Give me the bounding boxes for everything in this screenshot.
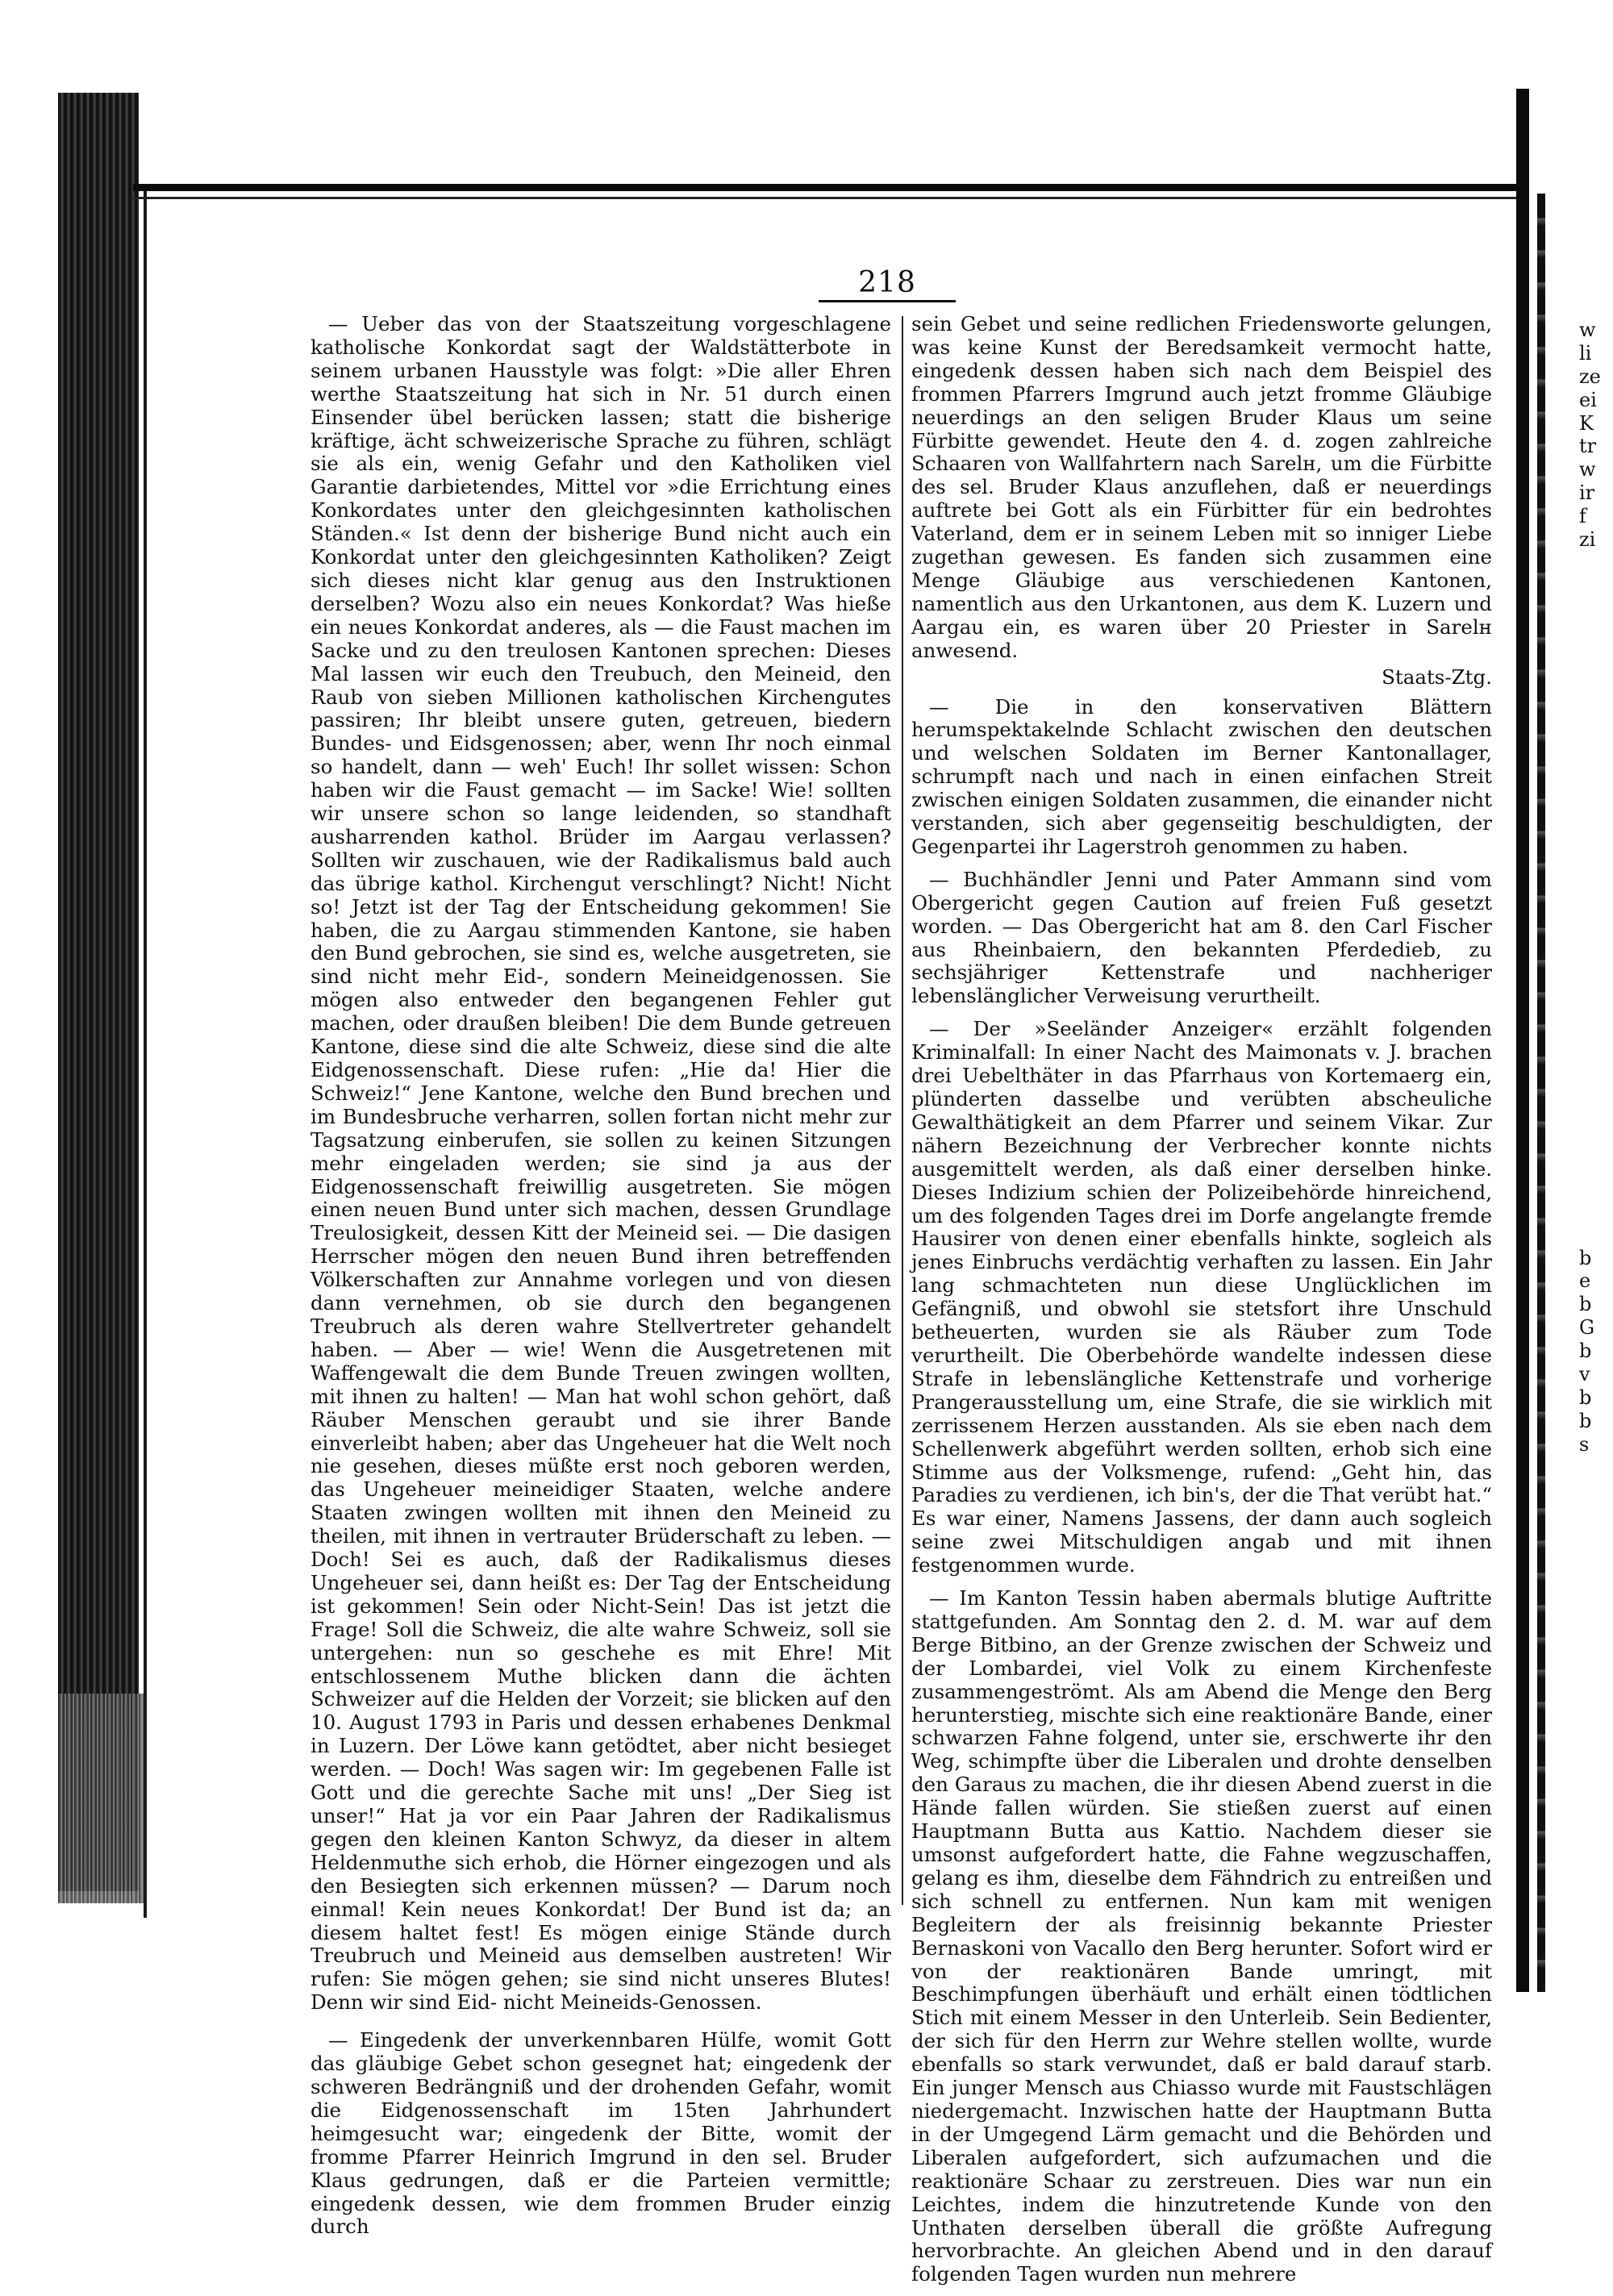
next-page-fragment: e: [1579, 1269, 1591, 1293]
next-page-fragment: b: [1579, 1340, 1592, 1363]
next-page-fragment: [1579, 1200, 1613, 1223]
scan-left-binding-edge: [58, 93, 139, 1891]
scan-page-edge-line: [144, 184, 147, 1918]
next-page-fragment: li: [1579, 341, 1592, 365]
next-page-fragment: ze: [1579, 365, 1601, 388]
article-paragraph: — Eingedenk der unverkennbaren Hülfe, womit Gott das gläubige Gebet schon gesegnet hat; eingedenk der schweren Bedrängniß und der drohenden Gefahr, womit die Eidgenossenschaft im 15ten Jahrhundert heimgesucht war; eingedenk der Bitte, womit der fromme Pfarrer Heinrich Imgrund in den sel. Bruder Klaus gedrungen, daß er die Parteien vermittle; eingedenk dessen, wie dem frommen Bruder einzig durch: [311, 2028, 891, 2239]
article-paragraph: sein Gebet und seine redlichen Friedensworte gelungen, was keine Kunst der Beredsamkeit vermocht hatte, eingedenk dessen haben sich nach dem Beispiel des frommen Pfarrers Imgrund auch jetzt fromme Gläubige neuerdings an den seligen Bruder Klaus um seine Fürbitte gewendet. Heute den 4. d. zogen zahlreiche Schaaren von Wallfahrtern nach Sarelн, um die Fürbitte des sel. Bruder Klaus anzuflehen, daß er neuerdings auftrete bei Gott als ein Fürbitter für ein bedrohtes Vaterland, dem er in seinem Leben mit so inniger Liebe zugethan gewesen. Es fanden sich zusammen eine Menge Gläubige aus verschiedenen Kantonen, namentlich aus den Urkantonen, aus dem K. Luzern und Aargau ein, es waren über 20 Priester in Sarelн anwesend.: [911, 312, 1492, 662]
next-page-fragment: f: [1579, 505, 1586, 528]
scan-left-binding-edge-lower: [58, 1694, 147, 1903]
source-signature: Staats-Ztg.: [1382, 665, 1492, 689]
scan-top-edge-thin: [133, 197, 1528, 199]
next-page-fragment: v: [1579, 1363, 1590, 1386]
article-paragraph: — Im Kanton Tessin haben abermals blutige Auftritte stattgefunden. Am Sonntag den 2. d. M. war auf dem Berge Bitbino, an der Grenze zwischen der Schweiz und der Lombardei, viel Volk zu einem Kirchenfeste zusammengeströmt. Als am Abend die Menge den Berg herunterstieg, mischte sich eine reaktionäre Bande, einer schwarzen Fahne folgend, unter sie, erschwerte ihr den Weg, schimpfte über die Liberalen und drohte denselben den Garaus zu machen, die ihr diesen Abend zuerst in die Hände fallen würden. Sie stießen zuerst auf einen Hauptmann Butta aus Kattio. Nachdem dieser sie umsonst aufgefordert hatte, die Fahne wegzuschaffen, gelang es ihm, dieselbe dem Fähndrich zu entreißen und sich schnell zu entfernen. Nun kam mit wenigen Begleitern der als freisinnig bekannte Priester Bernaskoni von Vacallo den Berg herunter. Sofort wird er von der reaktionären Bande umringt, mit Beschimpfungen überhäuft und erhält einen tödtlichen Stich mit einem Messer in den Unterleib. Sein Bedienter, der sich für den Herrn zur Wehre stellen wollte, wurde ebenfalls so stark verwundet, daß er bald darauf starb. Ein junger Mensch aus Chiasso wurde mit Faustschlägen niedergemacht. Inzwischen hatte der Hauptmann Butta in der Umgegend Lärm gemacht und die Behörden und Liberalen aufgefordert, sich aufzumachen und die reaktionäre Schaar zu zerstreuen. Dies war nun ein Leichtes, indem die hinzutretende Kunde von den Unthaten derselben überall die größte Aufregung hervorbrachte. An gleichen Abend und in den darauf folgenden Tagen wurden nun mehrere: [911, 1586, 1492, 2286]
next-page-fragment: b: [1579, 1246, 1592, 1269]
next-page-edge-fragments: [1579, 319, 1613, 1456]
next-page-fragment: b: [1579, 1293, 1592, 1316]
next-page-fragment: [1579, 1177, 1613, 1200]
article-paragraph: — Die in den konservativen Blättern herumspektakelnde Schlacht zwischen den deutschen und welschen Soldaten im Berner Kantonallager, schrumpft nach und nach in einen einfachen Streit zwischen einigen Soldaten zusammen, die einander nicht verstanden, sich aber gegenseitig beschuldigten, der Gegenpartei ihr Lagerstroh genommen zu haben.: [911, 694, 1492, 858]
next-page-fragment: K: [1579, 411, 1594, 435]
article-paragraph: — Der »Seeländer Anzeiger« erzählt folgenden Kriminalfall: In einer Nacht des Maimonats v. J. brachen drei Uebelthäter in das Pfarrhaus von Kortemaerg ein, plünderten dasselbe und verübten abscheuliche Gewalthätigkeit an dem Pfarrer und seinem Vikar. Zur nähern Bezeichnung der Verbrecher konnte nichts ausgemittelt werden, als daß einer derselben hinke. Dieses Indizium schien der Polizeibehörde hinreichend, um des folgenden Tages drei im Dorfe angelangte fremde Hausirer von denen einer ebenfalls hinkte, sogleich als jenes Einbruchs verdächtig verhaften zu lassen. Ein Jahr lang schmachteten nun diese Unglücklichen im Gefängniß, und obwohl sie stetsfort ihre Unschuld betheuerten, wurden sie als Räuber zum Tode verurtheilt. Die Oberbehörde wandelte indessen diese Strafe in lebenslängliche Kettenstrafe und vorherige Prangerausstellung um, eine Strafe, die sie wirklich mit zerrissenem Herzen ausstanden. Als sie eben nach dem Schellenwerk abgeführt werden sollten, erhob sich eine Stimme aus der Volksmenge, rufend: „Geht hin, das Paradies zu verdienen, ich bin's, der die That verübt hat.“ Es war einer, Namens Jassens, der dann auch sogleich seine zwei Mitschuldigen angab und mit ihnen festgenommen wurde.: [911, 1017, 1492, 1577]
next-page-fragment: ei: [1579, 388, 1597, 411]
next-page-fragment: [1579, 1223, 1613, 1247]
right-column: [911, 313, 1492, 2296]
next-page-fragment: tr: [1579, 435, 1597, 458]
article-paragraph: — Ueber das von der Staatszeitung vorgeschlagene katholische Konkordat sagt der Waldstätterbote in seinem urbanen Hausstyle was folgt: »Die aller Ehren werthe Staatszeitung hat sich in Nr. 51 durch einen Einsender übel berücken lassen; statt die bisherige kräftige, ächt schweizerische Sprache zu führen, schlägt sie als ein, wenig Gefahr und den Katholiken viel Garantie darbietendes, Mittel vor »die Errichtung eines Konkordates unter den gleichgesinnten katholischen Ständen.« Ist denn der bisherige Bund nicht auch ein Konkordat unter den gleichgesinnten Katholiken? Zeigt sich dieses nicht klar genug aus den Instruktionen derselben? Wozu also ein neues Konkordat? Was hieße ein neues Konkordat anderes, als — die Faust machen im Sacke und zu den treulosen Kantonen sprechen: Dieses Mal lassen wir euch den Treubuch, den Meineid, den Raub von sieben Millionen katholischen Kirchengutes passiren; Ihr bleibt unsere guten, getreuen, biedern Bundes- und Eidsgenossen; aber, wenn Ihr noch einmal so handelt, dann — weh' Euch! Ihr sollet wissen: Schon haben wir die Faust gemacht — im Sacke! Wie! sollten wir unsere schon so lange leidenden, so standhaft ausharrenden kathol. Brüder im Aargau verlassen? Sollten wir zuschauen, wie der Radikalismus bald auch das übrige kathol. Kirchengut verschlingt? Nicht! Nicht so! Jetzt ist der Tag der Entscheidung gekommen! Sie haben, die zu Aargau stimmenden Kantone, sie haben den Bund gebrochen, sie sind es, welche ausgetreten, sie sind nicht mehr Eid-, sondern Meineidgenossen. Sie mögen also entweder den begangenen Fehler gut machen, oder draußen bleiben! Die dem Bunde getreuen Kantone, diese sind die alte Schweiz, diese sind die alte Eidgenossenschaft. Diese rufen: „Hie da! Hier die Schweiz!“ Jene Kantone, welche den Bund brechen und im Bundesbruche verharren, sollen fortan nicht mehr zur Tagsatzung einberufen, sie sollen zu keinen Sitzungen mehr eingeladen werden; sie sind ja aus der Eidgenossenschaft freiwillig ausgetreten. Sie mögen einen neuen Bund unter sich machen, dessen Grundlage Treulosigkeit, dessen Kitt der Meineid sei. — Die dasigen Herrscher mögen den neuen Bund ihren betreffenden Völkerschaften zur Annahme vorlegen und von diesen dann vernehmen, ob sie durch den begangenen Treubruch als deren wahre Stellvertreter gehandelt haben. — Aber — wie! Wenn die Ausgetretenen mit Waffengewalt die dem Bunde Treuen zwingen wollten, mit ihnen zu halten! — Man hat wohl schon gehört, daß Räuber Menschen geraubt und sie ihrer Bande einverleibt haben; aber das Ungeheuer hat die Welt noch nie gesehen, dieses müßte erst noch geboren werden, das Ungeheuer meineidiger Staaten, welche andere Staaten zwingen wollten mit ihnen den Meineid zu theilen, mit ihnen in vertrauter Brüderschaft zu leben. — Doch! Sei es auch, daß der Radikalismus dieses Ungeheuer sei, dann heißt es: Der Tag der Entscheidung ist gekommen! Sein oder Nicht-Sein! Das ist jetzt die Frage! Soll die Schweiz, die alte wahre Schweiz, soll sie untergehen: nun so geschehe es mit Ehre! Mit entschlossenem Muthe blicken dann die ächten Schweizer auf die Helden der Vorzeit; sie blicken auf den 10. August 1793 in Paris und dessen erhabenes Denkmal in Luzern. Der Löwe kann getödtet, aber nicht besieget werden. — Doch! Was sagen wir: Im gegebenen Falle ist Gott und die gerechte Sache mit uns! „Der Sieg ist unser!“ Hat ja vor ein Paar Jahren der Radikalismus gegen den kleinen Kanton Schwyz, da dieser in altem Heldenmuthe sich erhob, die Hörner eingezogen und als den Besiegten sich erkennen müssen? — Darum noch einmal! Kein neues Konkordat! Der Bund ist da; an diesem haltet fest! Es mögen einige Stände durch Treubruch und Meineid aus demselben austreten! Wir rufen: Sie mögen gehen; sie sind nicht unseres Blutes! Denn wir sind Eid- nicht Meineids-Genossen.: [311, 312, 891, 2015]
scan-right-gutter-shadow: [1537, 194, 1545, 1992]
page-number-rule: [819, 300, 956, 302]
next-page-fragment: b: [1579, 1386, 1592, 1409]
column-divider: [902, 316, 903, 1905]
article-paragraph: — Buchhändler Jenni und Pater Ammann sind vom Obergericht gegen Caution auf freien Fuß gesetzt worden. — Das Obergericht hat am 8. den Carl Fischer aus Rheinbaiern, den bekannten Pferdedieb, zu sechsjähriger Kettenstrafe und nachheriger lebenslänglicher Verweisung verurtheilt.: [911, 867, 1492, 1008]
next-page-fragment: ir: [1579, 481, 1595, 505]
next-page-fragment: w: [1579, 319, 1596, 341]
page-number: 218: [858, 266, 916, 299]
scan-top-edge: [133, 184, 1528, 191]
next-page-fragment: zi: [1579, 528, 1596, 552]
next-page-fragment: b: [1579, 1409, 1592, 1432]
next-page-fragment: G: [1579, 1316, 1595, 1340]
scan-right-gutter: [1516, 89, 1529, 1992]
next-page-fragment: s: [1579, 1432, 1590, 1456]
next-page-fragment: w: [1579, 458, 1596, 481]
left-column: [311, 313, 891, 2248]
